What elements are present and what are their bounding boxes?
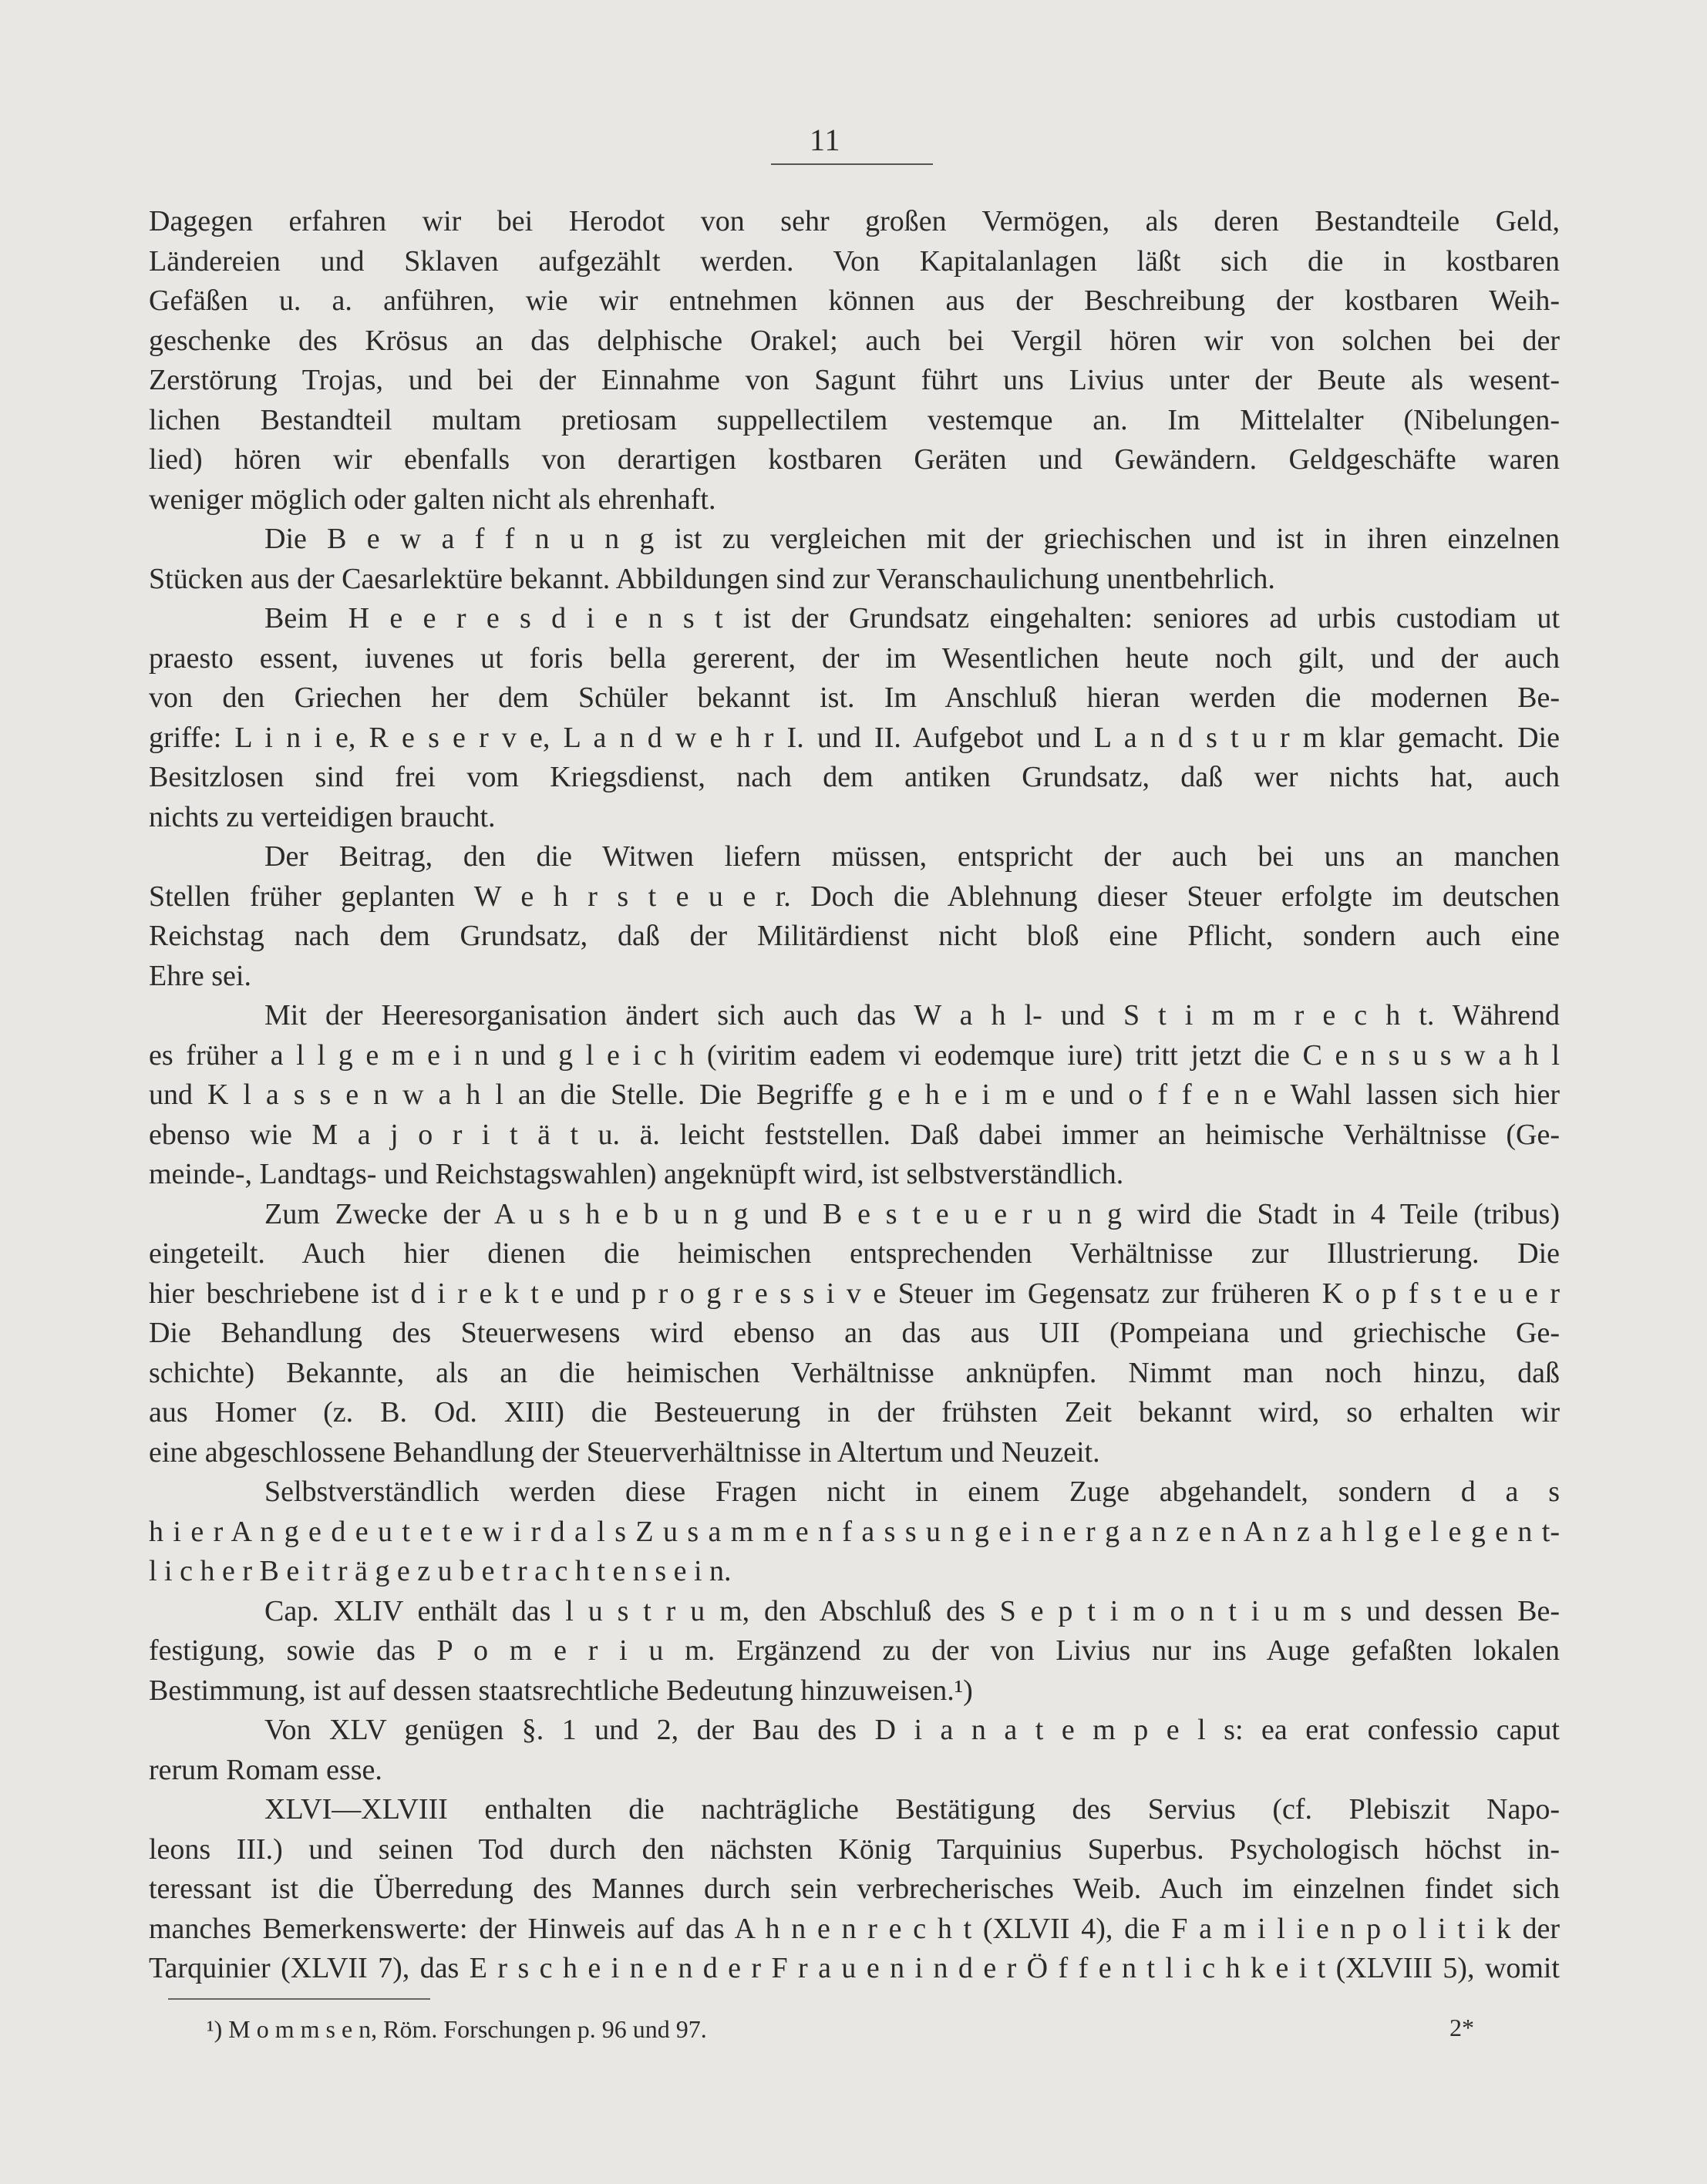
text-line: Stücken aus der Caesarlektüre bekannt. Abbildungen sind zur Veranschaulichung unentbehrlich.	[149, 562, 1275, 595]
text-line: Zum Zwecke der A u s h e b u n g und B e s t e u e r u n g wird die Stadt in 4 Teile (tribus)	[264, 1197, 1560, 1230]
text-line: ebenso wie M a j o r i t ä t u. ä. leicht feststellen. Daß dabei immer an heimische Verhältnisse (Ge-	[149, 1118, 1560, 1151]
text-line: hier beschriebene ist d i r e k t e und p r o g r e s s i v e Steuer im Gegensatz zur früheren K o p f s t e u e r	[149, 1277, 1560, 1310]
text-line: Besitzlosen sind frei vom Kriegsdienst, nach dem antiken Grundsatz, daß wer nichts hat, auch	[149, 761, 1560, 793]
text-line: praesto essent, iuvenes ut foris bella gererent, der im Wesentlichen heute noch gilt, und der auch	[149, 641, 1560, 675]
text-line: aus Homer (z. B. Od. XIII) die Besteuerung in der frühsten Zeit bekannt wird, so erhalten wir	[149, 1396, 1560, 1429]
footnote-rule	[168, 1998, 430, 2000]
text-line: festigung, sowie das P o m e r i u m. Ergänzend zu der von Livius nur ins Auge gefaßten lokalen	[149, 1634, 1560, 1667]
text-line: eine abgeschlossene Behandlung der Steuerverhältnisse in Altertum und Neuzeit.	[149, 1435, 1100, 1469]
text-line: Dagegen erfahren wir bei Herodot von sehr großen Vermögen, als deren Bestandteile Geld,	[149, 205, 1560, 237]
text-line: Von XLV genügen §. 1 und 2, der Bau des D i a n a t e m p e l s: ea erat confessio caput	[264, 1714, 1560, 1746]
text-line: Tarquinier (XLVII 7), das E r s c h e i n e n d e r F r a u e n i n d e r Ö f f e n t l i c h k e i t (XLVIII 5), womit	[149, 1952, 1560, 1984]
text-line: manches Bemerkenswerte: der Hinweis auf das A h n e n r e c h t (XLVII 4), die F a m i l i e n p o l i t i k der	[149, 1912, 1560, 1945]
text-line: Beim H e e r e s d i e n s t ist der Grundsatz eingehalten: seniores ad urbis custodiam ut	[264, 602, 1560, 634]
text-line: nichts zu verteidigen braucht.	[149, 800, 496, 833]
text-line: Die Behandlung des Steuerwesens wird ebenso an das aus UII (Pompeiana und griechische Ge-	[149, 1317, 1560, 1349]
text-line: Mit der Heeresorganisation ändert sich auch das W a h l- und S t i m m r e c h t. Während	[264, 999, 1560, 1031]
text-line: lichen Bestandteil multam pretiosam suppellectilem vestemque an. Im Mittelalter (Nibelungen-	[149, 403, 1560, 436]
footnote: ¹) M o m m s e n, Röm. Forschungen p. 96 und 97.	[207, 2015, 707, 2043]
text-line: Der Beitrag, den die Witwen liefern müssen, entspricht der auch bei uns an manchen	[264, 840, 1560, 873]
text-line: eingeteilt. Auch hier dienen die heimischen entsprechenden Verhältnisse zur Illustrierung. Die	[149, 1237, 1560, 1270]
text-line: schichte) Bekannte, als an die heimischen Verhältnisse anknüpfen. Nimmt man noch hinzu, daß	[149, 1356, 1560, 1389]
text-line: l i c h e r B e i t r ä g e z u b e t r a c h t e n s e i n.	[149, 1555, 732, 1587]
text-line: es früher a l l g e m e i n und g l e i c h (viritim eadem vi eodemque iure) tritt jetzt die C e n s u s w a h l	[149, 1038, 1560, 1072]
text-line: Ländereien und Sklaven aufgezählt werden. Von Kapitalanlagen läßt sich die in kostbaren	[149, 244, 1560, 278]
text-line: weniger möglich oder galten nicht als ehrenhaft.	[149, 483, 716, 516]
text-line: Selbstverständlich werden diese Fragen nicht in einem Zuge abgehandelt, sondern d a s	[264, 1476, 1560, 1508]
page-number: 11	[810, 123, 841, 157]
text-line: Reichstag nach dem Grundsatz, daß der Militärdienst nicht bloß eine Pflicht, sondern auch eine	[149, 920, 1560, 952]
text-line: und K l a s s e n w a h l an die Stelle. Die Begriffe g e h e i m e und o f f e n e Wahl lassen sich hier	[149, 1079, 1560, 1111]
text-line: Ehre sei.	[149, 959, 251, 992]
page-number-rule	[771, 163, 933, 165]
sheet-signature: 2*	[1449, 2014, 1474, 2041]
text-line: Cap. XLIV enthält das l u s t r u m, den Abschluß des S e p t i m o n t i u m s und dessen Be-	[264, 1594, 1560, 1627]
text-line: teressant ist die Überredung des Mannes durch sein verbrecherisches Weib. Auch im einzelnen findet sich	[149, 1873, 1560, 1905]
text-line: lied) hören wir ebenfalls von derartigen kostbaren Geräten und Gewändern. Geldgeschäfte waren	[149, 443, 1560, 476]
text-line: Zerstörung Trojas, und bei der Einnahme von Sagunt führt uns Livius unter der Beute als wesent-	[149, 364, 1560, 396]
text-line: Stellen früher geplanten W e h r s t e u e r. Doch die Ablehnung dieser Steuer erfolgte im deutschen	[149, 880, 1560, 913]
text-line: XLVI—XLVIII enthalten die nachträgliche Bestätigung des Servius (cf. Plebiszit Napo-	[264, 1793, 1560, 1826]
text-line: geschenke des Krösus an das delphische Orakel; auch bei Vergil hören wir von solchen bei der	[149, 324, 1560, 357]
text-line: Die B e w a f f n u n g ist zu vergleichen mit der griechischen und ist in ihren einzelnen	[264, 523, 1560, 555]
text-line: rerum Romam esse.	[149, 1753, 382, 1786]
text-line: von den Griechen her dem Schüler bekannt ist. Im Anschluß hieran werden die modernen Be-	[149, 681, 1560, 714]
text-line: meinde-, Landtags- und Reichstagswahlen) angeknüpft wird, ist selbstverständlich.	[149, 1158, 1124, 1190]
text-line: griffe: L i n i e, R e s e r v e, L a n d w e h r I. und II. Aufgebot und L a n d s t u r m klar gemacht. Die	[149, 721, 1560, 754]
text-line: Bestimmung, ist auf dessen staatsrechtliche Bedeutung hinzuweisen.¹)	[149, 1674, 973, 1707]
text-line: leons III.) und seinen Tod durch den nächsten König Tarquinius Superbus. Psychologisch höchst in-	[149, 1832, 1560, 1866]
text-line: h i e r A n g e d e u t e t e w i r d a l s Z u s a m m e n f a s s u n g e i n e r g a n z e n A n z a h l g e l e g e n t-	[149, 1515, 1560, 1548]
text-line: Gefäßen u. a. anführen, wie wir entnehmen können aus der Beschreibung der kostbaren Weih-	[149, 284, 1560, 317]
body-text	[149, 202, 1560, 1989]
